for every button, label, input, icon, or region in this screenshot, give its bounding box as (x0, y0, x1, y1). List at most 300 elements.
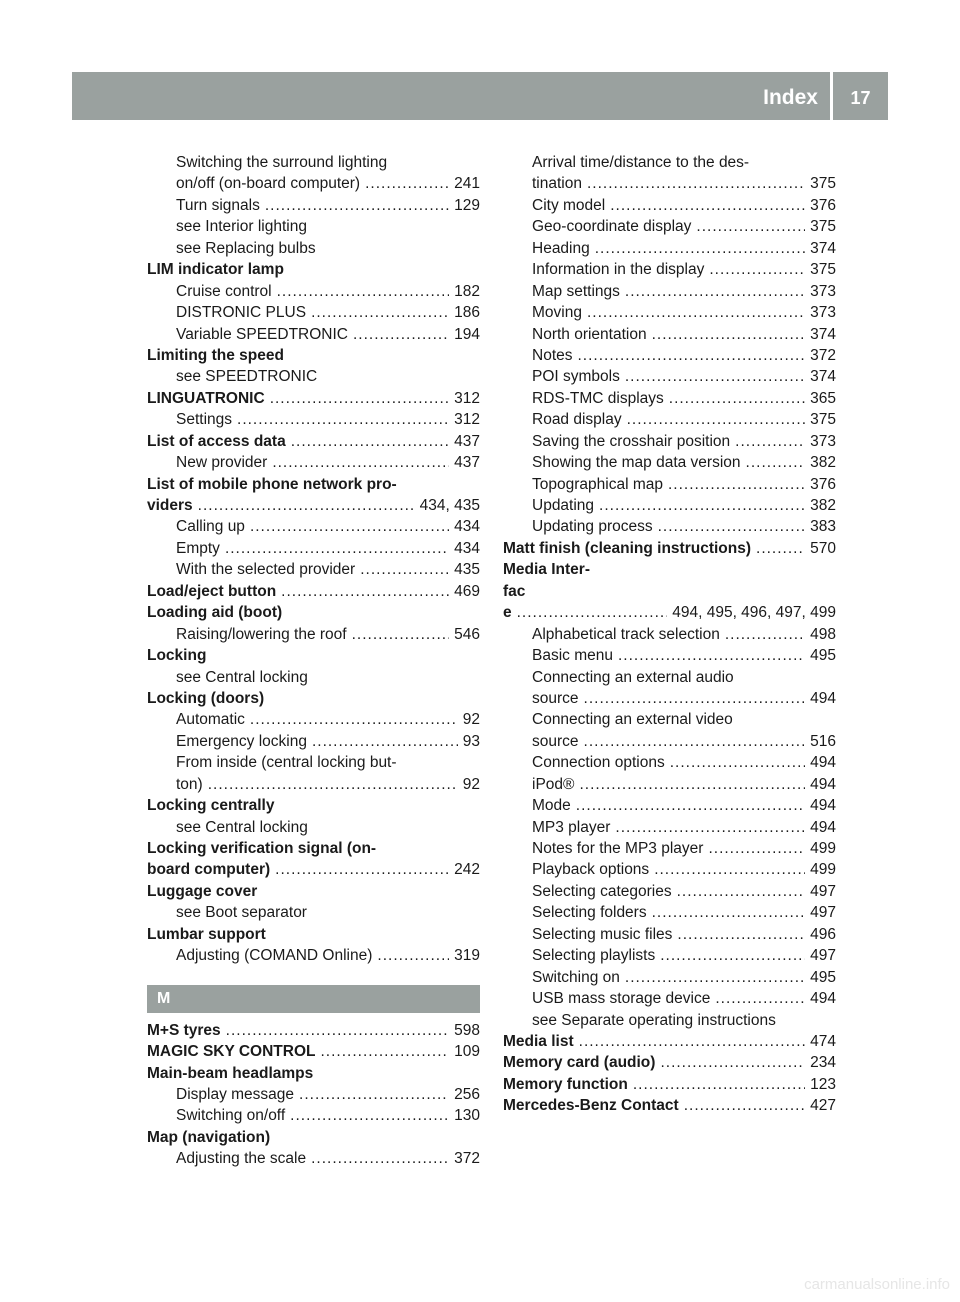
index-entry (147, 366, 480, 387)
index-entry (503, 1010, 836, 1031)
leader-dots (578, 345, 806, 366)
page-reference[interactable]: 494 (810, 689, 836, 707)
leader-dots (360, 559, 449, 580)
page-reference[interactable]: 373 (810, 282, 836, 300)
index-entry[interactable] (503, 967, 836, 988)
index-entry-label: Showing the map data version (532, 454, 741, 472)
page-reference[interactable]: 497 (810, 882, 836, 900)
page-reference[interactable]: 376 (810, 475, 836, 493)
index-entry-label: see Interior lighting (176, 218, 307, 236)
leader-dots (291, 431, 449, 452)
index-entry-label: source (532, 689, 579, 707)
leader-dots (654, 859, 805, 880)
index-entry-label: List of access data (147, 432, 286, 450)
index-entry-label: Matt finish (cleaning instructions) (503, 539, 752, 557)
index-entry-label: Locking centrally (147, 797, 275, 815)
index-entry-label: Basic menu (532, 647, 613, 665)
leader-dots (579, 774, 805, 795)
index-entry-label: Memory card (audio) (503, 1054, 656, 1072)
index-entry-label: POI symbols (532, 368, 620, 386)
page-reference[interactable]: 496 (810, 925, 836, 943)
page-reference[interactable]: 598 (454, 1021, 480, 1039)
index-entry-label: viders (147, 497, 193, 514)
page-reference[interactable]: 383 (810, 518, 836, 536)
index-entry-label: see SPEEDTRONIC (176, 368, 318, 386)
index-entry-label: Adjusting the scale (176, 1150, 307, 1168)
leader-dots (587, 302, 805, 323)
leader-dots (311, 1148, 449, 1169)
index-entry[interactable] (147, 281, 480, 302)
index-entry-label: Variable SPEEDTRONIC (176, 325, 348, 343)
leader-dots (353, 324, 449, 345)
index-entry-label: Calling up (176, 518, 245, 536)
index-entry[interactable] (503, 324, 836, 345)
index-entry[interactable] (503, 602, 836, 623)
page-reference[interactable]: 373 (810, 432, 836, 450)
index-entry-label: DISTRONIC PLUS (176, 304, 307, 322)
index-entry-label: Topographical map (532, 475, 663, 493)
index-entry-label: source (532, 732, 579, 750)
page-reference[interactable]: 499 (810, 861, 836, 879)
index-entry (147, 881, 480, 902)
index-entry-label: City model (532, 196, 606, 214)
leader-dots (299, 1084, 449, 1105)
index-entry-label: Media Inter- (503, 561, 590, 579)
leader-dots (670, 752, 805, 773)
index-entry-label: Display message (176, 1085, 295, 1103)
index-entry-label: Connection options (532, 754, 665, 772)
page-reference[interactable]: 495 (810, 647, 836, 665)
page-reference[interactable]: 375 (810, 411, 836, 429)
page-reference[interactable]: 435 (454, 561, 480, 579)
page-reference[interactable]: 437 (454, 454, 480, 472)
leader-dots (265, 195, 449, 216)
page-reference[interactable]: 434, 435 (419, 497, 480, 514)
index-entry-label: Media list (503, 1032, 574, 1050)
page-reference[interactable]: 374 (810, 368, 836, 386)
leader-dots (584, 688, 806, 709)
index-entry-label: Loading aid (boot) (147, 604, 283, 622)
leader-dots (677, 924, 805, 945)
index-entry[interactable] (503, 259, 836, 280)
leader-dots (225, 538, 449, 559)
index-entry[interactable] (147, 388, 480, 409)
page-reference[interactable]: 130 (454, 1107, 480, 1125)
leader-dots (709, 259, 805, 280)
page-reference[interactable]: 312 (454, 411, 480, 429)
leader-dots (696, 216, 805, 237)
index-entry-label: Information in the display (532, 261, 705, 279)
index-entry[interactable] (147, 624, 480, 645)
index-entry-label: Updating (532, 497, 595, 514)
index-entry (503, 667, 836, 688)
index-entry-label: Playback options (532, 861, 650, 879)
index-entry[interactable] (147, 1084, 480, 1105)
index-entry-label: Updating process (532, 518, 653, 536)
leader-dots (625, 967, 805, 988)
leader-dots (746, 452, 806, 473)
index-column-right (503, 152, 836, 1117)
index-entry[interactable] (503, 859, 836, 880)
index-entry[interactable] (503, 838, 836, 859)
index-entry[interactable] (147, 173, 480, 194)
index-entry-label: M+S tyres (147, 1021, 221, 1039)
leader-dots (290, 1105, 449, 1126)
index-entry (147, 238, 480, 259)
page-reference[interactable]: 375 (810, 261, 836, 279)
index-entry-label: Notes for the MP3 player (532, 840, 704, 857)
leader-dots (226, 1020, 449, 1041)
index-entry[interactable] (147, 324, 480, 345)
leader-dots (365, 173, 449, 194)
leader-dots (277, 281, 450, 302)
index-entry (147, 645, 480, 666)
index-entry-label: Main-beam headlamps (147, 1064, 314, 1082)
index-entry-label: Memory function (503, 1075, 628, 1093)
index-entry[interactable] (147, 409, 480, 430)
page-reference[interactable]: 474 (810, 1032, 836, 1050)
index-entry-label: Load/eject button (147, 582, 277, 600)
index-entry[interactable] (503, 495, 836, 516)
index-entry-label: ton) (176, 775, 203, 793)
leader-dots (627, 409, 806, 430)
page-reference[interactable]: 494 (810, 818, 836, 836)
index-entry-label: see Separate operating instructions (532, 1011, 776, 1029)
index-entry-label: Limiting the speed (147, 346, 284, 364)
index-entry[interactable] (503, 345, 836, 366)
index-entry-label: Saving the crosshair position (532, 432, 731, 450)
index-entry[interactable] (503, 409, 836, 430)
page-reference[interactable]: 186 (454, 304, 480, 322)
index-entry-label: With the selected provider (176, 561, 356, 579)
index-entry (147, 902, 480, 923)
page-reference[interactable]: 312 (454, 389, 480, 407)
leader-dots (311, 302, 449, 323)
leader-dots (677, 881, 806, 902)
index-entry (147, 838, 480, 859)
index-entry[interactable] (503, 945, 836, 966)
page-reference[interactable]: 234 (810, 1054, 836, 1072)
page-reference[interactable]: 495 (810, 968, 836, 986)
leader-dots (517, 602, 668, 623)
index-entry-label: Settings (176, 411, 233, 429)
index-entry[interactable] (147, 1020, 480, 1041)
index-entry[interactable] (503, 688, 836, 709)
page-reference[interactable]: 92 (462, 711, 480, 729)
index-entry (147, 152, 480, 173)
index-entry[interactable] (503, 516, 836, 537)
leader-dots (312, 731, 458, 752)
index-entry-label: Locking verification signal (on- (147, 840, 377, 857)
page-reference[interactable]: 182 (454, 282, 480, 300)
leader-dots (208, 774, 458, 795)
leader-dots (237, 409, 449, 430)
index-entry-label: MAGIC SKY CONTROL (147, 1043, 316, 1061)
leader-dots (669, 388, 805, 409)
index-entry-label: on/off (on-board computer) (176, 175, 361, 193)
index-entry (147, 259, 480, 280)
page-reference[interactable]: 375 (810, 175, 836, 193)
index-entry[interactable] (147, 709, 480, 730)
index-entry-label: Heading (532, 239, 590, 257)
index-entry-label: iPod® (532, 775, 575, 793)
index-entry[interactable] (503, 752, 836, 773)
page-reference[interactable]: 497 (810, 904, 836, 922)
leader-dots (250, 516, 449, 537)
index-entry-label: MP3 player (532, 818, 611, 836)
page-reference[interactable]: 374 (810, 325, 836, 343)
index-entry[interactable] (503, 366, 836, 387)
leader-dots (595, 238, 805, 259)
page-reference[interactable]: 372 (810, 346, 836, 364)
page-reference[interactable]: 434 (454, 539, 480, 557)
index-entry[interactable] (503, 1074, 836, 1095)
index-entry[interactable] (503, 388, 836, 409)
index-entry-label: Emergency locking (176, 732, 307, 750)
index-entry (147, 667, 480, 688)
index-column-left (147, 152, 480, 1170)
index-entry[interactable] (503, 817, 836, 838)
index-entry-label: LIM indicator lamp (147, 261, 284, 279)
leader-dots (272, 452, 449, 473)
leader-dots (579, 1031, 805, 1052)
page-reference[interactable]: 241 (454, 175, 480, 193)
index-entry-label: USB mass storage device (532, 990, 711, 1008)
index-entry[interactable] (147, 195, 480, 216)
index-entry (147, 474, 480, 495)
leader-dots (599, 495, 805, 516)
page-header (72, 72, 888, 120)
leader-dots (198, 495, 415, 516)
index-entry-label: Automatic (176, 711, 245, 729)
page-reference[interactable]: 256 (454, 1085, 480, 1103)
page-reference[interactable]: 437 (454, 432, 480, 450)
index-entry[interactable] (503, 1031, 836, 1052)
page-reference[interactable]: 494 (810, 754, 836, 772)
index-entry[interactable] (147, 581, 480, 602)
page-reference[interactable]: 499 (810, 840, 836, 857)
index-entry-label: Arrival time/distance to the des- (532, 154, 750, 171)
leader-dots (587, 173, 805, 194)
index-entry[interactable] (147, 774, 480, 795)
index-entry[interactable] (147, 302, 480, 323)
index-entry[interactable] (147, 1148, 480, 1169)
leader-dots (625, 366, 805, 387)
leader-dots (715, 988, 805, 1009)
index-entry-label: see Replacing bulbs (176, 239, 316, 257)
index-entry-label: Locking (147, 647, 207, 665)
index-entry[interactable] (147, 516, 480, 537)
page-reference[interactable]: 372 (454, 1150, 480, 1168)
index-entry-label: Selecting music files (532, 925, 673, 943)
index-entry (503, 581, 836, 602)
page-reference[interactable]: 494 (810, 990, 836, 1008)
index-entry-label: Notes (532, 346, 573, 364)
index-entry-label: Locking (doors) (147, 689, 265, 707)
page-reference[interactable]: 546 (454, 625, 480, 643)
index-entry[interactable] (147, 1105, 480, 1126)
index-entry (503, 559, 836, 580)
index-list-left (147, 152, 480, 967)
watermark: carmanualsonline.info (804, 1276, 950, 1293)
index-entry-label: fac (503, 582, 526, 600)
index-entry-label: Lumbar support (147, 925, 266, 943)
leader-dots (725, 624, 805, 645)
index-list-right (503, 152, 836, 1117)
leader-dots (756, 538, 805, 559)
leader-dots (352, 624, 450, 645)
index-entry[interactable] (503, 1052, 836, 1073)
index-entry (147, 216, 480, 237)
leader-dots (281, 581, 449, 602)
index-entry (147, 795, 480, 816)
page-reference[interactable]: 497 (810, 947, 836, 965)
index-entry-label: Cruise control (176, 282, 272, 300)
page-reference[interactable]: 129 (454, 196, 480, 214)
page-reference[interactable]: 498 (810, 625, 836, 643)
index-entry[interactable] (503, 902, 836, 923)
leader-dots (576, 795, 805, 816)
index-entry-label: Map settings (532, 282, 620, 300)
index-entry-label: New provider (176, 454, 268, 472)
page-reference[interactable]: 494, 495, 496, 497, 499 (672, 604, 836, 622)
index-entry (147, 924, 480, 945)
index-entry-label: Geo-coordinate display (532, 218, 692, 236)
index-entry[interactable] (147, 731, 480, 752)
index-entry-label: Switching on/off (176, 1107, 286, 1125)
leader-dots (660, 1052, 805, 1073)
page-reference[interactable]: 382 (810, 497, 836, 514)
index-entry (147, 602, 480, 623)
index-entry (503, 709, 836, 730)
leader-dots (660, 945, 805, 966)
index-entry-label: Turn signals (176, 196, 260, 214)
page-reference[interactable]: 109 (454, 1043, 480, 1061)
page-reference[interactable]: 319 (454, 947, 480, 965)
index-entry-label: LINGUATRONIC (147, 389, 265, 407)
page-reference[interactable]: 365 (810, 389, 836, 407)
index-entry-label: Moving (532, 304, 582, 322)
index-entry (147, 345, 480, 366)
index-entry-label: RDS-TMC displays (532, 389, 664, 407)
leader-dots (708, 838, 805, 859)
index-entry[interactable] (147, 859, 480, 880)
index-entry[interactable] (503, 774, 836, 795)
leader-dots (658, 516, 806, 537)
page-reference[interactable]: 374 (810, 239, 836, 257)
index-entry[interactable] (503, 1095, 836, 1116)
index-entry-label: board computer) (147, 861, 271, 879)
index-entry-label: Selecting categories (532, 882, 672, 900)
leader-dots (584, 731, 806, 752)
page-reference[interactable]: 494 (810, 797, 836, 815)
index-entry[interactable] (503, 431, 836, 452)
index-entry-label: Raising/lowering the roof (176, 625, 347, 643)
index-entry[interactable] (503, 474, 836, 495)
index-entry[interactable] (503, 645, 836, 666)
index-entry-label: e (503, 604, 512, 622)
index-entry[interactable] (503, 731, 836, 752)
section-header-m: M (147, 985, 480, 1013)
index-entry[interactable] (503, 216, 836, 237)
index-entry[interactable] (503, 988, 836, 1009)
index-entry[interactable] (503, 881, 836, 902)
page-reference[interactable]: 427 (810, 1097, 836, 1115)
index-entry-label: Connecting an external audio (532, 668, 734, 686)
index-entry (147, 1127, 480, 1148)
index-entry[interactable] (147, 538, 480, 559)
index-entry[interactable] (147, 945, 480, 966)
index-entry-label: From inside (central locking but- (176, 754, 397, 772)
page-reference[interactable]: 376 (810, 196, 836, 214)
index-entry[interactable] (503, 173, 836, 194)
index-entry-label: Connecting an external video (532, 711, 733, 729)
index-entry-label: see Central locking (176, 668, 308, 686)
index-entry[interactable] (503, 452, 836, 473)
index-entry-label: tination (532, 175, 582, 193)
index-entry[interactable] (503, 238, 836, 259)
index-entry[interactable] (147, 431, 480, 452)
page-reference[interactable]: 375 (810, 218, 836, 236)
index-entry[interactable] (503, 538, 836, 559)
index-entry[interactable] (147, 559, 480, 580)
index-entry[interactable] (503, 281, 836, 302)
leader-dots (618, 645, 805, 666)
index-entry-label: Alphabetical track selection (532, 625, 720, 643)
index-entry-label: Switching on (532, 968, 620, 986)
leader-dots (652, 324, 806, 345)
page-reference[interactable]: 194 (454, 325, 480, 343)
page-reference[interactable]: 570 (810, 539, 836, 557)
index-entry-label: Mode (532, 797, 571, 815)
leader-dots (270, 388, 449, 409)
index-entry[interactable] (503, 302, 836, 323)
page-reference[interactable]: 242 (454, 861, 480, 879)
leader-dots (735, 431, 805, 452)
index-entry[interactable] (503, 924, 836, 945)
page-reference[interactable]: 494 (810, 775, 836, 793)
page-reference[interactable]: 123 (810, 1075, 836, 1093)
leader-dots (625, 281, 805, 302)
leader-dots (615, 817, 805, 838)
page-reference[interactable]: 434 (454, 518, 480, 536)
index-entry-label: see Central locking (176, 818, 308, 836)
index-entry-label: Selecting folders (532, 904, 647, 922)
index-entry (147, 752, 480, 773)
page-reference[interactable]: 92 (462, 775, 480, 793)
index-entry[interactable] (147, 1041, 480, 1062)
index-list-m (147, 1020, 480, 1170)
page-reference[interactable]: 373 (810, 304, 836, 322)
leader-dots (668, 474, 805, 495)
page-reference[interactable]: 469 (454, 582, 480, 600)
index-entry[interactable] (147, 452, 480, 473)
index-entry[interactable] (147, 495, 480, 516)
index-entry[interactable] (503, 624, 836, 645)
leader-dots (275, 859, 449, 880)
page-number: 17 (850, 88, 871, 108)
index-entry[interactable] (503, 795, 836, 816)
leader-dots (633, 1074, 805, 1095)
page-reference[interactable]: 382 (810, 454, 836, 472)
index-entry-label: Selecting playlists (532, 947, 656, 965)
index-entry-label: Road display (532, 411, 622, 429)
index-entry-label: Adjusting (COMAND Online) (176, 947, 373, 965)
page-reference[interactable]: 93 (462, 732, 480, 750)
index-entry (147, 817, 480, 838)
page-reference[interactable]: 516 (810, 732, 836, 750)
index-entry[interactable] (503, 195, 836, 216)
